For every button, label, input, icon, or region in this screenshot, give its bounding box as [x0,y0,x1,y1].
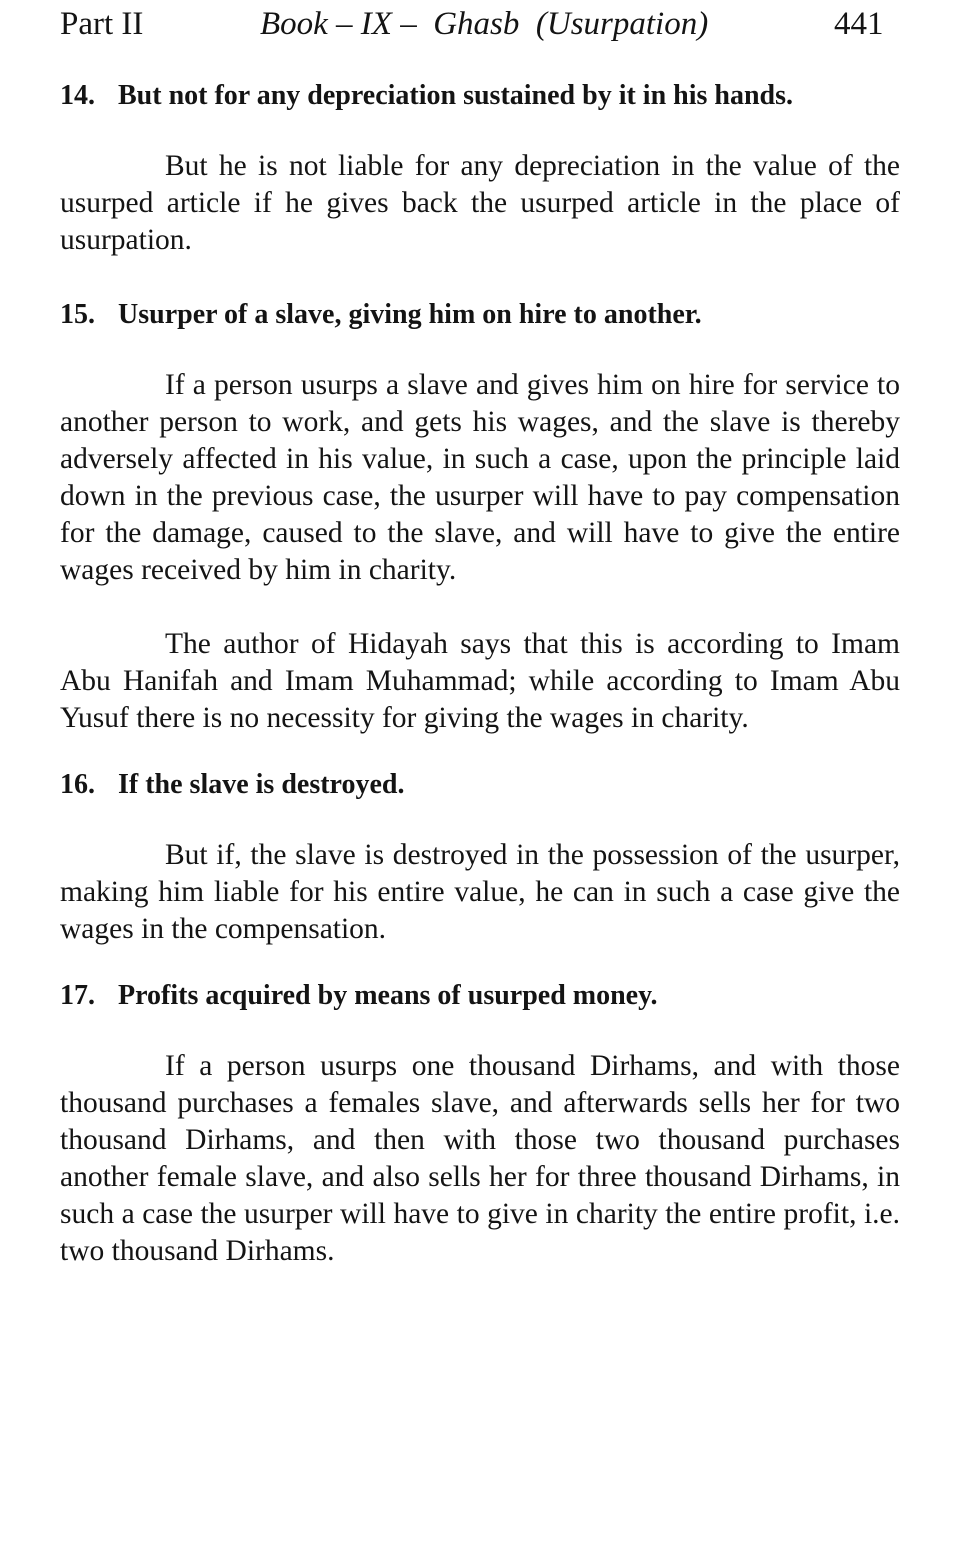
page-number: 441 [834,6,884,42]
paragraph: But he is not liable for any depreciation in the value of the usurped article if he gives back the usurped article in the place of usurpation. [60,150,900,256]
section-heading [60,974,900,1018]
running-header [60,2,900,46]
section-number: 17. [60,980,95,1011]
section-heading-text: If the slave is destroyed. [118,769,405,800]
paragraph: If a person usurps a slave and gives him on hire for service to another person to work, and gets his wages, and the slave is thereby adversely affected in his value, in such a case, upon the principle laid down in the previous case, the usurper will have to pay compensation for the damage, caused to the slave, and will have to give the entire wages received by him in charity. [60,369,900,586]
paragraph: But if, the slave is destroyed in the possession of the usurper, making him liable for his entire value, he can in such a case give the wages in the compensation. [60,839,900,945]
section-heading-text: Usurper of a slave, giving him on hire to another. [118,299,702,330]
section-14 [60,74,900,259]
section-heading-text: But not for any depreciation sustained by it in his hands. [118,80,794,111]
section-number: 15. [60,299,95,330]
section-heading [60,763,900,807]
section-heading [60,74,900,118]
section-number: 14. [60,80,95,111]
header-book-title: Book – IX – Ghasb (Usurpation) [260,6,709,42]
header-part: Part II [60,6,144,42]
paragraph: If a person usurps one thousand Dirhams, and with those thousand purchases a females slave, and afterwards sells her for two thousand Dirhams, and then with those two thousand purchases another female slave, and also sells her for three thousand Dirhams, in such a case the usurper will have to give in charity the entire profit, i.e. two thousand Dirhams. [60,1050,900,1267]
section-heading [60,293,900,337]
paragraph: The author of Hidayah says that this is according to Imam Abu Hanifah and Imam Muhammad; while according to Imam Abu Yusuf there is no necessity for giving the wages in charity. [60,628,900,734]
page-body [60,74,900,1270]
section-15 [60,293,900,737]
section-16 [60,763,900,948]
section-17 [60,974,900,1270]
section-heading-text: Profits acquired by means of usurped money. [118,980,658,1011]
section-number: 16. [60,769,95,800]
